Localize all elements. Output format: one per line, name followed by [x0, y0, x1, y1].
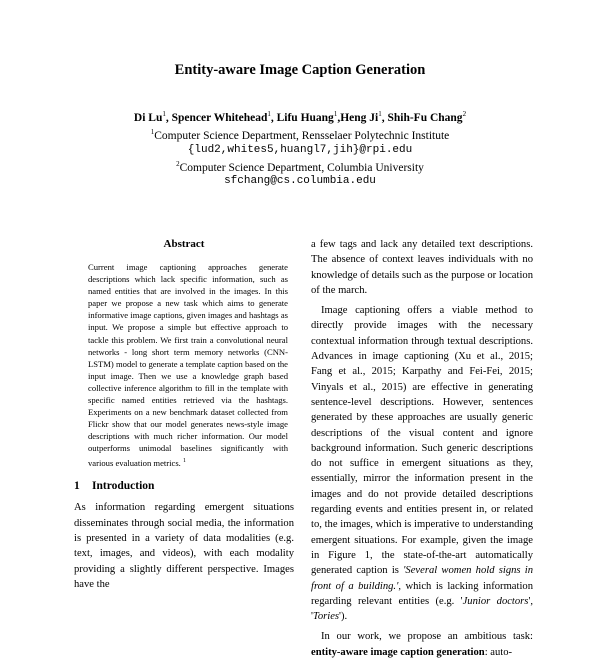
author-name: Shih-Fu Chang — [387, 111, 463, 124]
affiliation-1: $^1$Computer Science Department, Rensselaer Polytechnic Institute — [150, 127, 450, 142]
abstract-heading: Abstract — [163, 238, 205, 250]
author-name: Lifu Huang — [276, 111, 334, 124]
affiliation-mark: 2 — [462, 110, 467, 118]
email-2: sfchang@cs.columbia.edu — [224, 175, 376, 188]
paragraph: Image captioning offers a viable method to directly provide images with the necessary contextual information through textual descriptions. Advances in image captioning (Xu et al., 2015; Fang et al., 2015; Karpathy and Fei-Fei, 2015; Vinyals et al., 2015) are effective in generating sentence-level descriptions. However, sentences generated by these approaches are usually generic descriptions of the visual content and ignore background information. Such generic descriptions do not suffice in emergent situations as they, essentially, mirror the information present in the images and do not provide detailed descriptions regarding events and entities present in, or related to, the images, which is imperative to understanding emergent situations. For example, given the image in Figure 1, the state-of-the-art automatically generated caption is 'Several women hold signs in front of a building.', which is lacking information regarding relevant entities (e.g. 'Junior doctors', 'Tories'). — [311, 305, 534, 623]
paper-title: Entity-aware Image Caption Generation — [174, 62, 426, 78]
affiliation-2: $^2$Computer Science Department, Columbia University — [176, 159, 424, 174]
affiliation-mark: 1 — [162, 110, 166, 118]
author-name: Di Lu — [133, 111, 163, 124]
email-1: {lud2,whites5,huangl7,jih}@rpi.edu — [187, 143, 413, 156]
author-name: Spencer Whitehead — [171, 111, 268, 124]
affiliation-mark: 1 — [267, 110, 271, 118]
left-column — [74, 238, 294, 592]
paragraph: In our work, we propose an ambitious task: entity-aware image caption generation: auto- — [311, 631, 533, 658]
section-heading-introduction: 1 Introduction — [74, 480, 155, 493]
affiliation-mark: 1 — [333, 110, 338, 118]
intro-paragraph: As information regarding emergent situations disseminates through social media, the information is presented in a variety of data modalities (e.g. text, images, and videos), with each modality providing a slightly different perspective. Images have the — [74, 502, 294, 590]
affiliation-mark: 1 — [378, 110, 382, 118]
author-block — [0, 107, 600, 188]
paragraph: a few tags and lack any detailed text descriptions. The absence of context leaves individuals with no knowledge of details such as the purpose or location of the march. — [311, 239, 533, 296]
author-name: Heng Ji — [340, 111, 379, 124]
right-column — [311, 237, 533, 660]
author-list: Di Lu$^1$, Spencer Whitehead$^1$, Lifu Huang$^1$,Heng Ji$^1$, Shih-Fu Chang$^2$ — [133, 110, 467, 124]
footnote-mark: 1 — [183, 457, 186, 464]
abstract-text: Current image captioning approaches generate descriptions which lack specific information, such as named entities that are involved in the images. In this paper we propose a new task which aims to generate informative image captions, given images and hashtags as input. We propose a simple but effective approach to tackle this problem. We first train a convolutional neural networks - long short term memory networks (CNN-LSTM) model to generate a template caption based on the input image. Then we use a knowledge graph based collective inference algorithm to fill in the template with specific named entities retrieved via the hashtags. Experiments on a new benchmark dataset collected from Flickr show that our model generates news-style image descriptions with much richer information. Our model outperforms unimodal baselines significantly with various evaluation metrics. $^1$ — [88, 262, 288, 468]
